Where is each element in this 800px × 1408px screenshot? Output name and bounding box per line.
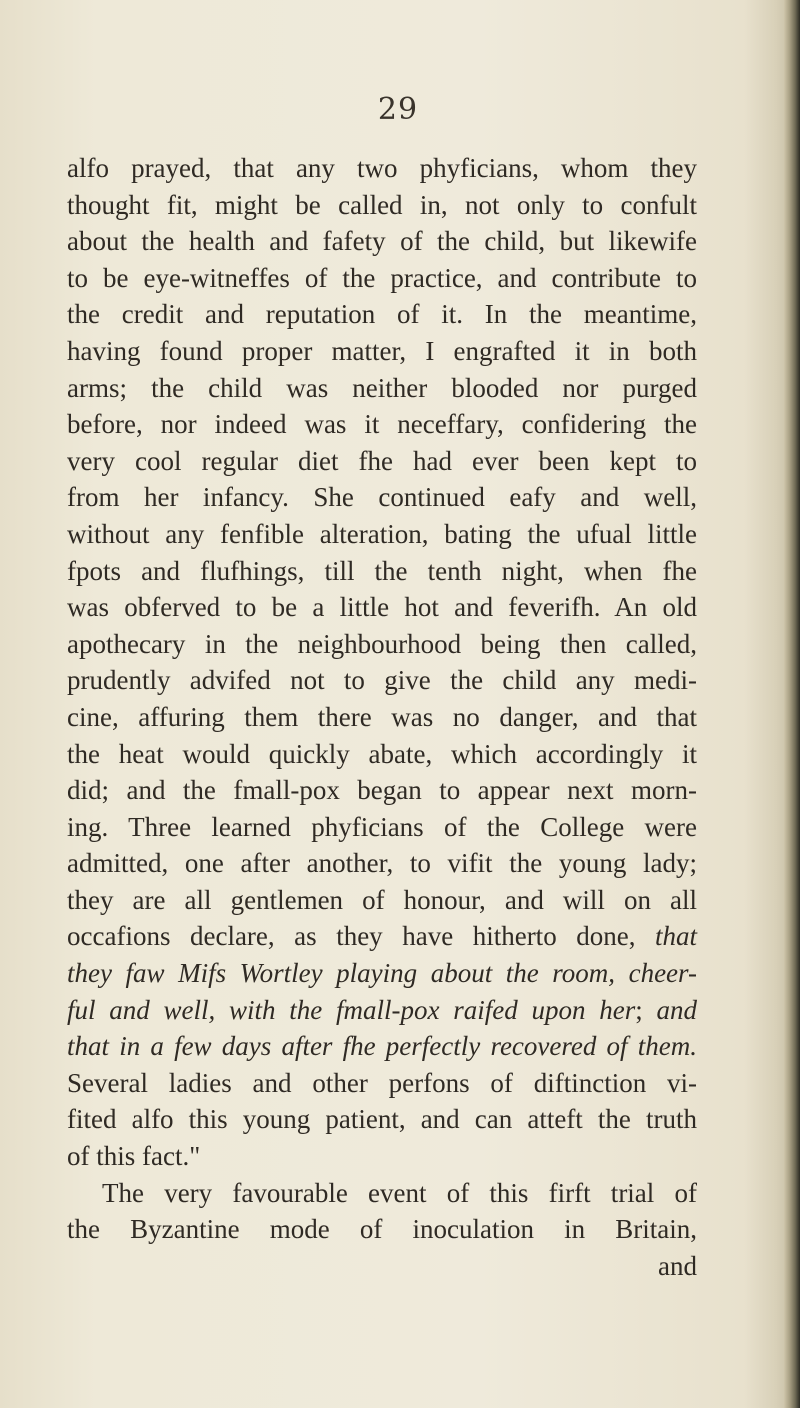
text-line	[67, 955, 697, 992]
text-run: fited alfo this young patient, and can atteft the truth	[67, 1104, 697, 1135]
text-line	[67, 1138, 697, 1175]
text-line	[67, 845, 697, 882]
text-run: of this fact."	[67, 1141, 201, 1172]
text-line	[67, 699, 697, 736]
text-run: ing. Three learned phyficians of the College were	[67, 811, 697, 842]
text-line	[67, 589, 697, 626]
text-line	[67, 736, 697, 773]
text-run: did; and the fmall-pox began to appear next morn-	[67, 775, 697, 806]
text-line	[67, 1248, 697, 1285]
text-line	[67, 479, 697, 516]
text-line	[67, 553, 697, 590]
italic-text: that in a few days after fhe perfectly recovered of them.	[67, 1031, 697, 1062]
text-run: the credit and reputation of it. In the meantime,	[67, 299, 697, 330]
body-text	[67, 150, 697, 1284]
text-run: arms; the child was neither blooded nor purged	[67, 372, 697, 403]
text-run: alfo prayed, that any two phyficians, whom they	[67, 153, 697, 183]
text-line	[67, 1028, 697, 1065]
text-line	[67, 1101, 697, 1138]
text-run: the heat would quickly abate, which accordingly it	[67, 738, 697, 769]
text-line	[67, 662, 697, 699]
text-line	[67, 626, 697, 663]
text-line	[67, 918, 697, 955]
text-run: they are all gentlemen of honour, and will on all	[67, 884, 697, 915]
text-run: before, nor indeed was it neceffary, confidering the	[67, 409, 697, 440]
text-run: about the health and fafety of the child, but likewife	[67, 226, 697, 257]
text-run: having found proper matter, I engrafted it in both	[67, 335, 697, 366]
text-line	[67, 333, 697, 370]
text-run: without any fenfible alteration, bating the ufual little	[67, 518, 697, 549]
text-run: prudently advifed not to give the child any medi-	[67, 665, 697, 696]
text-line	[67, 260, 697, 297]
text-run: and	[658, 1250, 697, 1281]
italic-text: that	[654, 921, 697, 952]
text-line	[67, 370, 697, 407]
text-run: from her infancy. She continued eafy and well,	[67, 482, 697, 513]
text-run: Several ladies and other perfons of diftinction vi-	[67, 1067, 697, 1098]
text-run: ;	[635, 994, 657, 1025]
text-line	[67, 443, 697, 480]
text-line	[67, 882, 697, 919]
text-line	[67, 516, 697, 553]
text-run: the Byzantine mode of inoculation in Britain,	[67, 1214, 697, 1245]
text-run: The very favourable event of this firft trial of	[102, 1177, 697, 1208]
text-line	[67, 1211, 697, 1248]
text-line	[67, 809, 697, 846]
text-run: cine, affuring them there was no danger, and that	[67, 701, 697, 732]
text-line	[67, 296, 697, 333]
text-line	[67, 187, 697, 224]
text-run: to be eye-witneffes of the practice, and contribute to	[67, 262, 697, 293]
text-run: fpots and flufhings, till the tenth night, when fhe	[67, 555, 697, 586]
text-line	[67, 223, 697, 260]
text-run: admitted, one after another, to vifit the young lady;	[67, 848, 697, 879]
text-line	[67, 406, 697, 443]
italic-text: ful and well, with the fmall-pox raifed upon her	[67, 994, 636, 1025]
text-run: occafions declare, as they have hitherto done,	[67, 921, 655, 952]
text-line	[67, 992, 697, 1029]
text-line	[67, 150, 697, 187]
text-run: very cool regular diet fhe had ever been kept to	[67, 445, 697, 476]
italic-text: and	[656, 994, 697, 1025]
text-line	[67, 1175, 697, 1212]
text-run: apothecary in the neighbourhood being then called,	[67, 628, 697, 659]
italic-text: they faw Mifs Wortley playing about the room, cheer-	[67, 958, 697, 989]
text-line	[67, 772, 697, 809]
page-number: 29	[377, 92, 419, 127]
text-run: was obferved to be a little hot and feverifh. An old	[67, 592, 697, 623]
text-line	[67, 1065, 697, 1102]
book-spine-edge	[784, 0, 800, 1408]
text-run: thought fit, might be called in, not only to confult	[67, 189, 697, 220]
